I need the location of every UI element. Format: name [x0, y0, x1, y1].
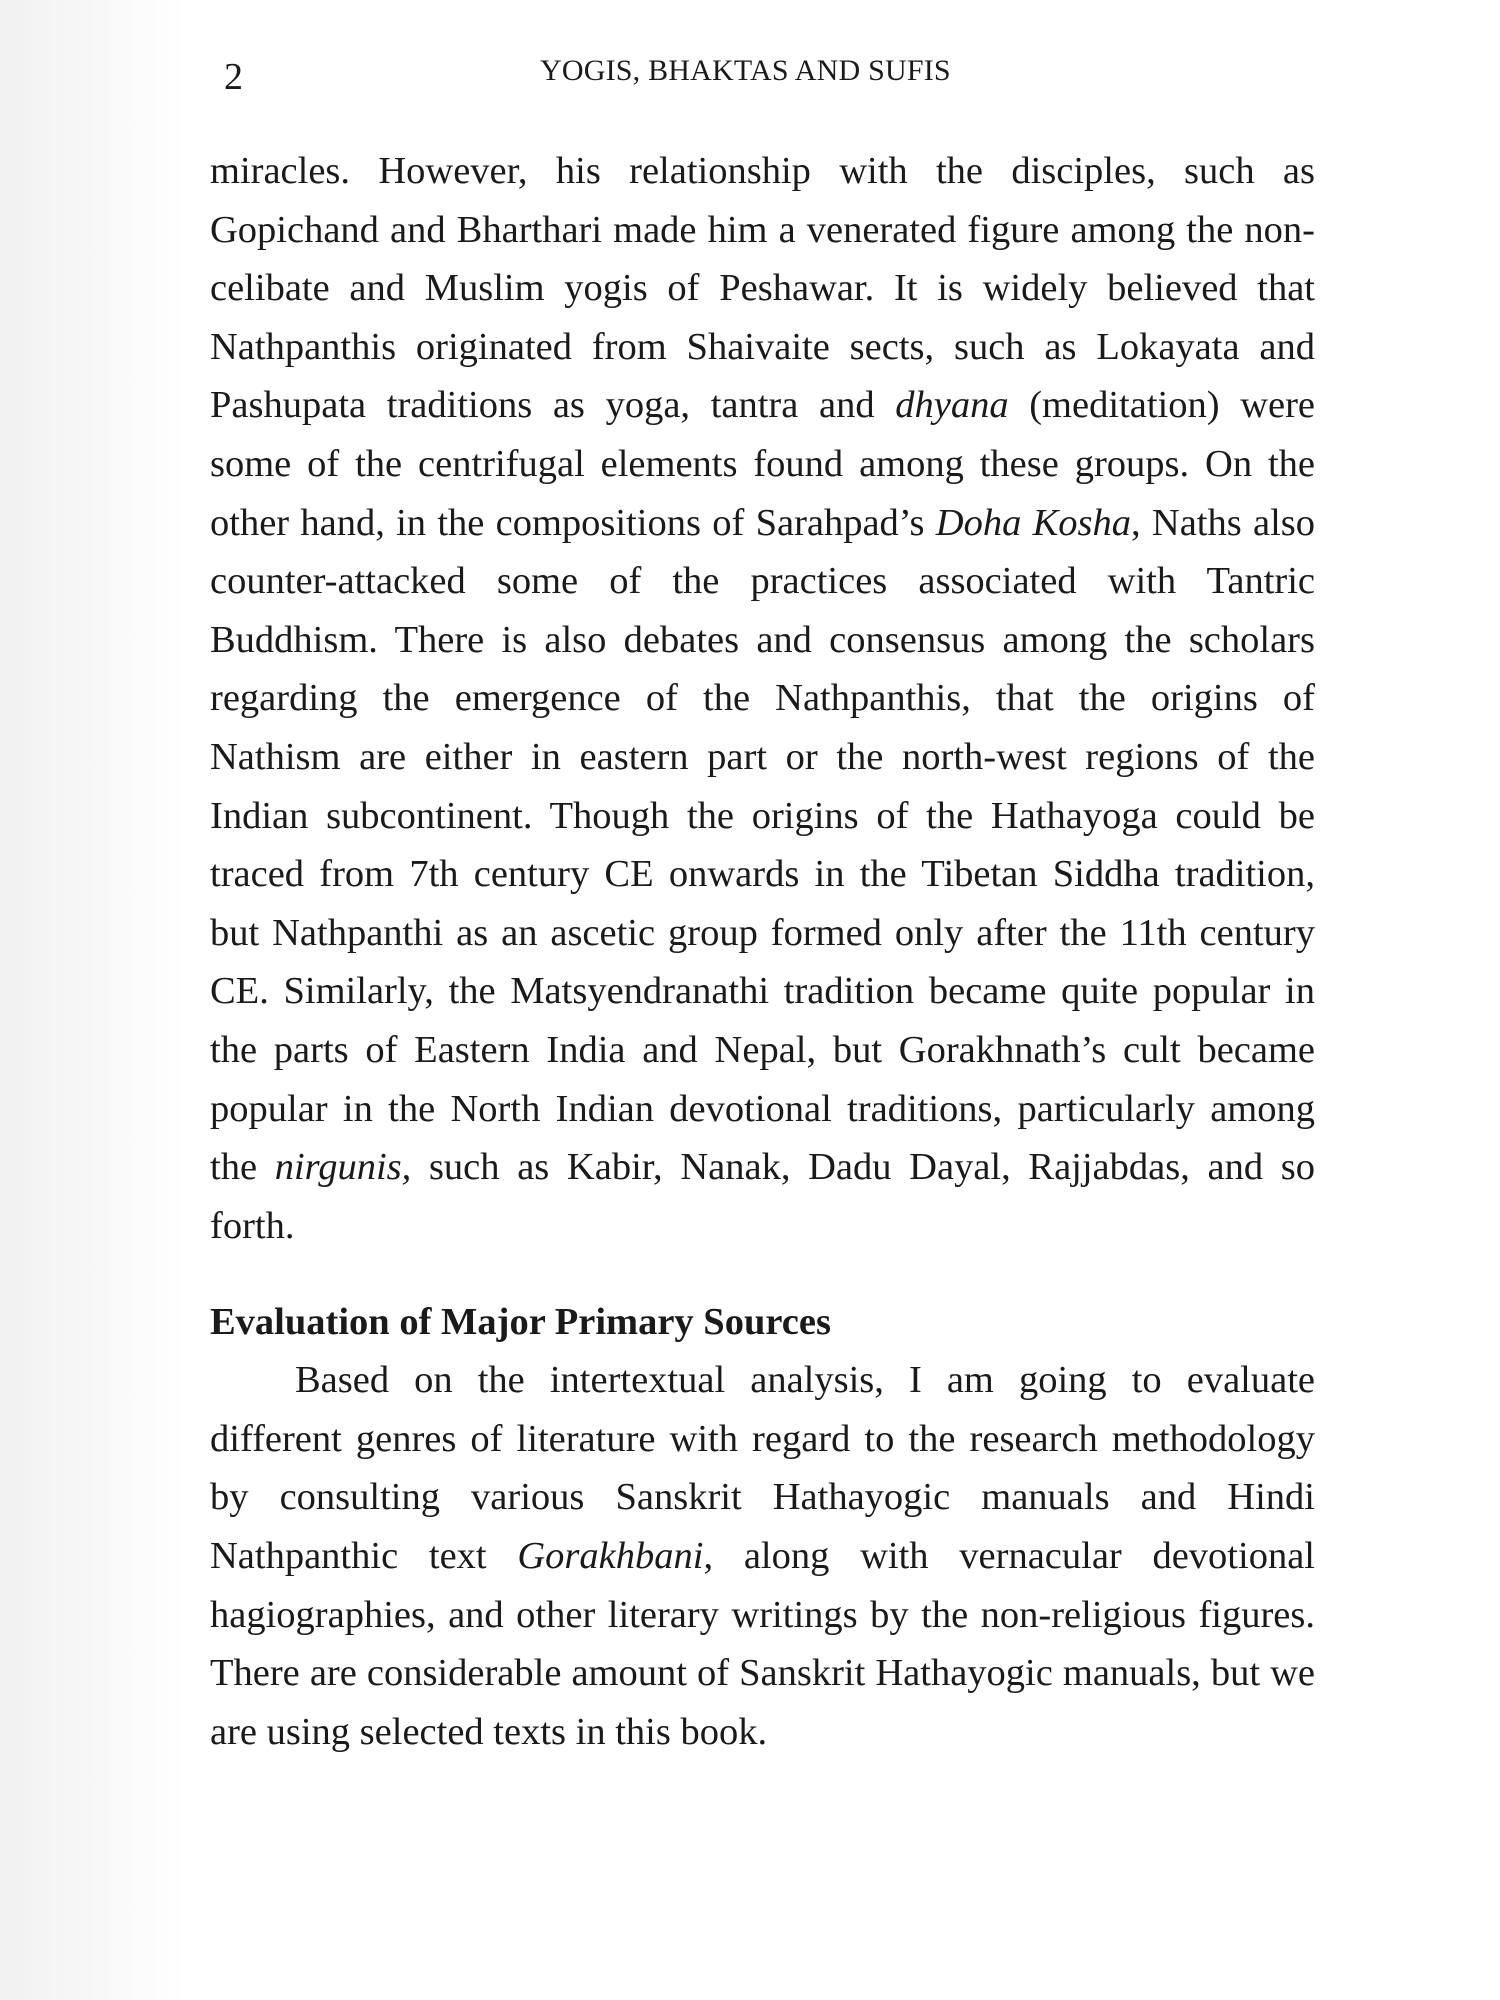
paragraph-nathpanthi-origins — [210, 142, 1315, 1255]
italic-term-nirgunis: nirgunis, — [274, 1146, 412, 1189]
italic-title-doha-kosha: Doha Kosha — [935, 501, 1131, 544]
page-number: 2 — [224, 56, 243, 98]
text-run: , Naths also counter-attacked some of the practices associated with Tantric Buddhism. There is also debates and consensus among the scholars regarding the emergence of the Nathpanthis, that the origins of Nathism are either in eastern part or the north-west regions of the Indian subcontinent. Though the origins of the Hathayoga could be traced from 7th century CE onwards in the Tibetan Siddha tradition, but Nathpanthi as an ascetic group formed only after the 11th century CE. Similarly, the Matsyendranathi tradition became quite popular in the parts of Eastern India and Nepal, but Gorakhnath’s cult became popular in the North Indian devotional traditions, particularly among the — [210, 501, 1315, 1189]
text-run: such as Kabir, Nanak, Dadu Dayal, Rajjabdas, and so forth. — [210, 1146, 1315, 1247]
text-run: (meditation) were some of the centrifugal elements found among these groups. On the other hand, in the compositions of Sarahpad’s — [210, 384, 1315, 544]
text-run: miracles. However, his relationship with the disciples, such as Gopichand and Bharthari made him a venerated figure among the non-celibate and Muslim yogis of Peshawar. It is widely believed that Nathpanthis originated from Shaivaite sects, such as Lokayata and Pashupata traditions as yoga, tantra and — [210, 150, 1315, 427]
text-run: , along with vernacular devotional hagiographies, and other literary writings by the non-religious figures. There are considerable amount of Sanskrit Hathayogic manuals, but we are using selected texts in this book. — [210, 1535, 1315, 1753]
running-title: YOGIS, BHAKTAS AND SUFIS — [540, 54, 951, 87]
italic-title-gorakhbani: Gorakhbani — [517, 1535, 704, 1578]
section-heading: Evaluation of Major Primary Sources — [210, 1301, 831, 1344]
paragraph-primary-sources — [210, 1351, 1315, 1761]
text-run: Based on the intertextual analysis, I am going to evaluate different genres of literature with regard to the research methodology by consulting various Sanskrit Hathayogic manuals and Hindi Nathpanthic text — [210, 1359, 1315, 1578]
page-gutter-shadow — [0, 0, 185, 2000]
page-body — [210, 142, 1315, 1761]
italic-term-dhyana: dhyana — [895, 384, 1009, 427]
